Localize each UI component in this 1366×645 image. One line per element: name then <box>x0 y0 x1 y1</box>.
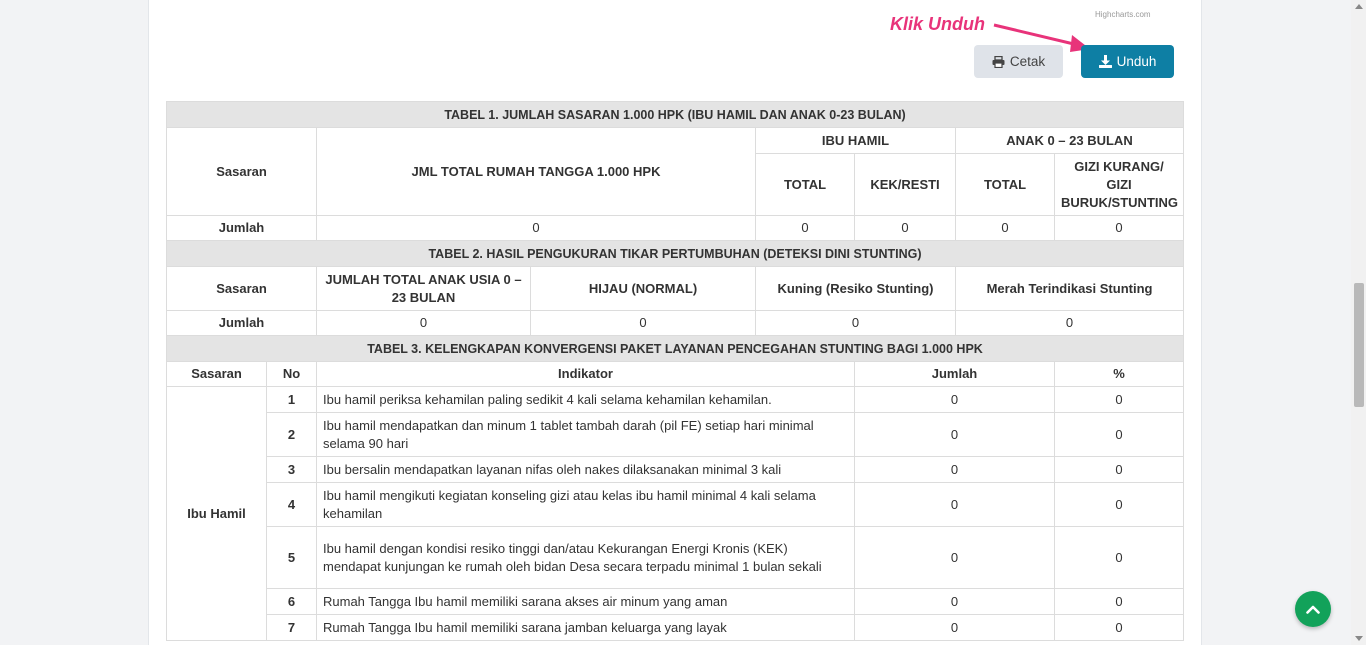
table3-row-persen: 0 <box>1055 615 1184 641</box>
table1-cell-jml-total: 0 <box>317 216 756 241</box>
table-row <box>167 483 1184 527</box>
print-button-label: Cetak <box>1009 54 1046 69</box>
table3-row-jumlah: 0 <box>855 589 1055 615</box>
table1-header-jml-total: JML TOTAL RUMAH TANGGA 1.000 HPK <box>317 128 756 216</box>
table3-row-persen: 0 <box>1055 589 1184 615</box>
table-row <box>167 413 1184 457</box>
table1-header-gizi: GIZI KURANG/ GIZI BURUK/STUNTING <box>1055 154 1184 216</box>
table3-row-no: 2 <box>267 413 317 457</box>
scroll-down-icon[interactable] <box>1355 636 1363 641</box>
table3-header-sasaran: Sasaran <box>167 362 267 387</box>
table3-row-no: 3 <box>267 457 317 483</box>
table2-row-label: Jumlah <box>167 311 317 336</box>
table3-row-jumlah: 0 <box>855 483 1055 527</box>
table2-cell-hijau: 0 <box>531 311 756 336</box>
table2-header-hijau: HIJAU (NORMAL) <box>531 267 756 311</box>
table3-row-persen: 0 <box>1055 483 1184 527</box>
scrollbar-thumb[interactable] <box>1354 283 1364 407</box>
table1-header-total-ibu: TOTAL <box>756 154 855 216</box>
table1-row-label: Jumlah <box>167 216 317 241</box>
table3-row-indikator: Ibu hamil dengan kondisi resiko tinggi dan/atau Kekurangan Energi Kronis (KEK) mendapat kunjungan ke rumah oleh bidan Desa secara terpadu minimal 1 bulan sekali <box>317 527 855 589</box>
table-row <box>167 527 1184 589</box>
highcharts-credits[interactable]: Highcharts.com <box>1095 10 1151 19</box>
table1-header-sasaran: Sasaran <box>167 128 317 216</box>
table3-group-ibu-hamil: Ibu Hamil <box>167 387 267 641</box>
table3-row-persen: 0 <box>1055 387 1184 413</box>
page-scrollbar[interactable] <box>1351 0 1366 645</box>
download-icon <box>1099 55 1112 68</box>
table1-title: TABEL 1. JUMLAH SASARAN 1.000 HPK (IBU HAMIL DAN ANAK 0-23 BULAN) <box>167 102 1184 128</box>
annotation-label: Klik Unduh <box>890 14 985 34</box>
table-row <box>167 387 1184 413</box>
table3-row-jumlah: 0 <box>855 387 1055 413</box>
table2-title: TABEL 2. HASIL PENGUKURAN TIKAR PERTUMBUHAN (DETEKSI DINI STUNTING) <box>167 241 1184 267</box>
table-row <box>167 589 1184 615</box>
table2-cell-kuning: 0 <box>756 311 956 336</box>
table3-row-indikator: Ibu hamil mendapatkan dan minum 1 tablet tambah darah (pil FE) setiap hari minimal selama 90 hari <box>317 413 855 457</box>
table3-row-indikator: Ibu bersalin mendapatkan layanan nifas oleh nakes dilaksanakan minimal 3 kali <box>317 457 855 483</box>
table2-header-merah: Merah Terindikasi Stunting <box>956 267 1184 311</box>
table3-row-jumlah: 0 <box>855 527 1055 589</box>
table-row <box>167 457 1184 483</box>
table3-row-indikator: Ibu hamil mengikuti kegiatan konseling gizi atau kelas ibu hamil minimal 4 kali selama kehamilan <box>317 483 855 527</box>
table2-cell-merah: 0 <box>956 311 1184 336</box>
table3-header-no: No <box>267 362 317 387</box>
table1-cell-kek: 0 <box>855 216 956 241</box>
download-button[interactable] <box>1081 45 1174 78</box>
printer-icon <box>992 56 1005 68</box>
table1-cell-total-anak: 0 <box>956 216 1055 241</box>
table3-row-persen: 0 <box>1055 457 1184 483</box>
table3-header-indikator: Indikator <box>317 362 855 387</box>
print-button[interactable] <box>974 45 1063 78</box>
table2-header-kuning: Kuning (Resiko Stunting) <box>756 267 956 311</box>
table1-cell-gizi: 0 <box>1055 216 1184 241</box>
table2-cell-total-anak: 0 <box>317 311 531 336</box>
chevron-up-icon <box>1306 605 1320 614</box>
table2-header-sasaran: Sasaran <box>167 267 317 311</box>
download-button-label: Unduh <box>1116 54 1157 69</box>
table3-row-indikator: Ibu hamil periksa kehamilan paling sedikit 4 kali selama kehamilan kehamilan. <box>317 387 855 413</box>
table3-row-no: 7 <box>267 615 317 641</box>
table3-row-no: 5 <box>267 527 317 589</box>
table2-header-total-anak: JUMLAH TOTAL ANAK USIA 0 – 23 BULAN <box>317 267 531 311</box>
table3-header-jumlah: Jumlah <box>855 362 1055 387</box>
table3-row-no: 1 <box>267 387 317 413</box>
table1-header-total-anak: TOTAL <box>956 154 1055 216</box>
table3-header-persen: % <box>1055 362 1184 387</box>
table3-row-indikator: Rumah Tangga Ibu hamil memiliki sarana akses air minum yang aman <box>317 589 855 615</box>
table-row <box>167 615 1184 641</box>
table3-row-indikator: Rumah Tangga Ibu hamil memiliki sarana jamban keluarga yang layak <box>317 615 855 641</box>
table1-header-ibu-hamil: IBU HAMIL <box>756 128 956 154</box>
table3-row-persen: 0 <box>1055 413 1184 457</box>
table3-row-no: 4 <box>267 483 317 527</box>
table3-row-jumlah: 0 <box>855 457 1055 483</box>
scroll-up-icon[interactable] <box>1355 4 1363 9</box>
table3-row-persen: 0 <box>1055 527 1184 589</box>
table1-header-kek: KEK/RESTI <box>855 154 956 216</box>
table1-header-anak: ANAK 0 – 23 BULAN <box>956 128 1184 154</box>
table1-cell-total-ibu: 0 <box>756 216 855 241</box>
back-to-top-button[interactable] <box>1295 591 1331 627</box>
table3-row-jumlah: 0 <box>855 413 1055 457</box>
report-table <box>166 101 1184 641</box>
table3-title: TABEL 3. KELENGKAPAN KONVERGENSI PAKET LAYANAN PENCEGAHAN STUNTING BAGI 1.000 HPK <box>167 336 1184 362</box>
table3-row-jumlah: 0 <box>855 615 1055 641</box>
table3-row-no: 6 <box>267 589 317 615</box>
